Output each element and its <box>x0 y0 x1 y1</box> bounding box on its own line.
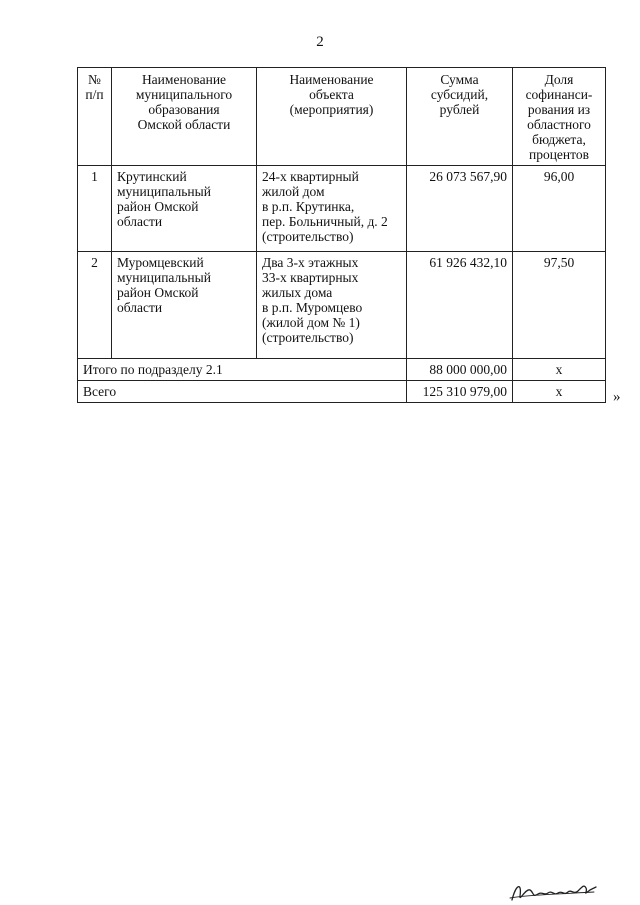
subtotal-amount: 88 000 000,00 <box>407 359 513 381</box>
total-row <box>78 381 606 403</box>
subtotal-share: х <box>513 359 606 381</box>
row-municipality: Крутинский муниципальный район Омской области <box>112 166 257 252</box>
row-object: 24-х квартирный жилой дом в р.п. Крутинка, пер. Больничный, д. 2 (строительство) <box>257 166 407 252</box>
header-number: № п/п <box>78 68 112 166</box>
row-amount: 26 073 567,90 <box>407 166 513 252</box>
total-amount: 125 310 979,00 <box>407 381 513 403</box>
subtotal-label: Итого по подразделу 2.1 <box>78 359 407 381</box>
closing-quote: » <box>613 389 621 405</box>
table-header-row <box>78 68 606 166</box>
total-share: х <box>513 381 606 403</box>
table-row <box>78 166 606 252</box>
row-number: 2 <box>78 252 112 359</box>
subtotal-row <box>78 359 606 381</box>
row-municipality: Муромцевский муниципальный район Омской области <box>112 252 257 359</box>
header-amount: Сумма субсидий, рублей <box>407 68 513 166</box>
header-municipality: Наименование муниципального образования Омской области <box>112 68 257 166</box>
row-share: 96,00 <box>513 166 606 252</box>
header-object: Наименование объекта (мероприятия) <box>257 68 407 166</box>
row-object: Два 3-х этажных 33-х квартирных жилых дома в р.п. Муромцево (жилой дом № 1) (строительство) <box>257 252 407 359</box>
subsidy-table <box>77 67 606 403</box>
row-amount: 61 926 432,10 <box>407 252 513 359</box>
page-number: 2 <box>316 34 324 50</box>
total-label: Всего <box>78 381 407 403</box>
row-number: 1 <box>78 166 112 252</box>
table-row <box>78 252 606 359</box>
header-share: Доля софинанси- рования из областного бюджета, процентов <box>513 68 606 166</box>
signature-icon <box>508 878 598 904</box>
row-share: 97,50 <box>513 252 606 359</box>
